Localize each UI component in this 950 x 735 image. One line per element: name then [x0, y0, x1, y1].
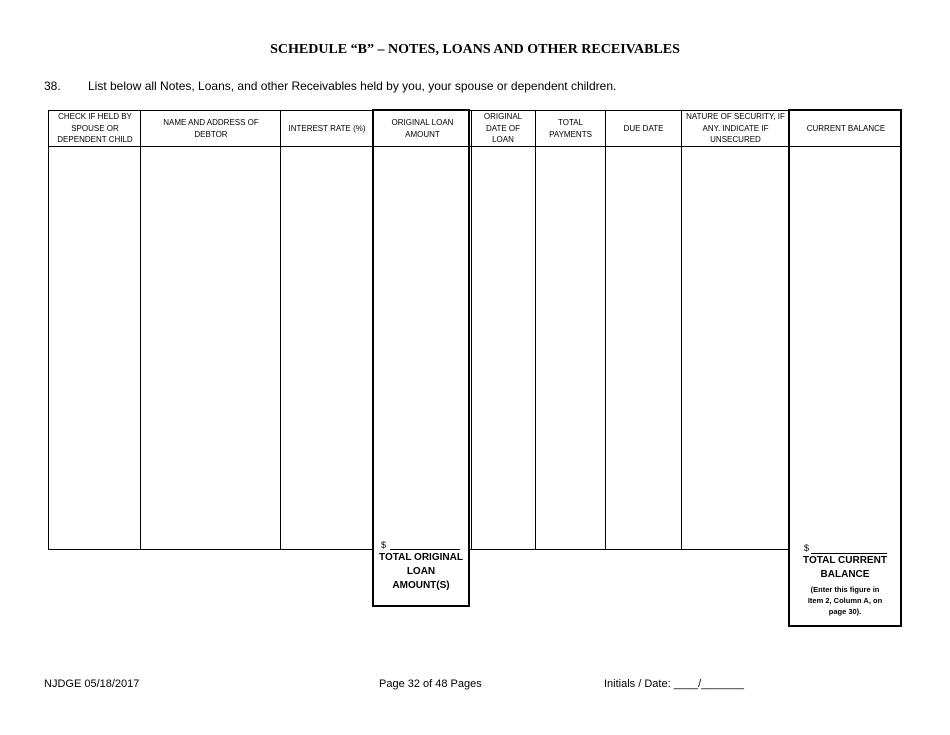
header-debtor-name-address: NAME AND ADDRESS OF DEBTOR	[163, 118, 259, 139]
header-original-date-of-loan: ORIGINAL DATE OF LOAN	[483, 112, 523, 145]
total-current-balance-box	[788, 540, 902, 627]
column-divider	[280, 111, 281, 549]
currency-sign: $	[804, 543, 810, 553]
header-held-by-spouse: CHECK IF HELD BY SPOUSE OR DEPENDENT CHILD	[57, 112, 133, 145]
total-current-balance-label: TOTAL CURRENT BALANCE	[803, 555, 887, 580]
column-divider	[471, 111, 472, 549]
column-divider	[535, 111, 536, 549]
currency-sign: $	[381, 540, 387, 550]
receivables-table	[48, 110, 901, 550]
current-balance-column	[788, 109, 902, 551]
original-loan-amount-column	[372, 109, 470, 551]
column-divider	[140, 111, 141, 549]
item-instructions: List below all Notes, Loans, and other Receivables held by you, your spouse or dependent children.	[88, 79, 617, 93]
total-original-loan-box	[372, 540, 470, 607]
total-original-loan-input[interactable]	[390, 549, 460, 550]
header-current-balance: CURRENT BALANCE	[806, 123, 886, 133]
header-nature-of-security: NATURE OF SECURITY, IF ANY. INDICATE IF UNSECURED	[686, 112, 785, 145]
total-original-loan-label: TOTAL ORIGINAL LOAN AMOUNT(S)	[379, 552, 463, 591]
total-current-balance-note: (Enter this figure in Item 2, Column A, on page 30).	[807, 585, 883, 616]
header-due-date: DUE DATE	[623, 123, 664, 133]
item-number: 38.	[44, 79, 61, 93]
schedule-title: SCHEDULE “B” – NOTES, LOANS AND OTHER RECEIVABLES	[270, 42, 680, 57]
form-id: NJDGE 05/18/2017	[44, 678, 140, 690]
page-number: Page 32 of 48 Pages	[379, 678, 482, 690]
header-original-loan-amount: ORIGINAL LOAN AMOUNT	[391, 118, 454, 139]
initials-date-field[interactable]: Initials / Date: ____/_______	[604, 678, 745, 690]
header-total-payments: TOTAL PAYMENTS	[549, 118, 592, 139]
header-divider	[49, 146, 900, 147]
column-divider	[681, 111, 682, 549]
header-interest-rate: INTEREST RATE (%)	[288, 123, 366, 133]
column-divider	[605, 111, 606, 549]
